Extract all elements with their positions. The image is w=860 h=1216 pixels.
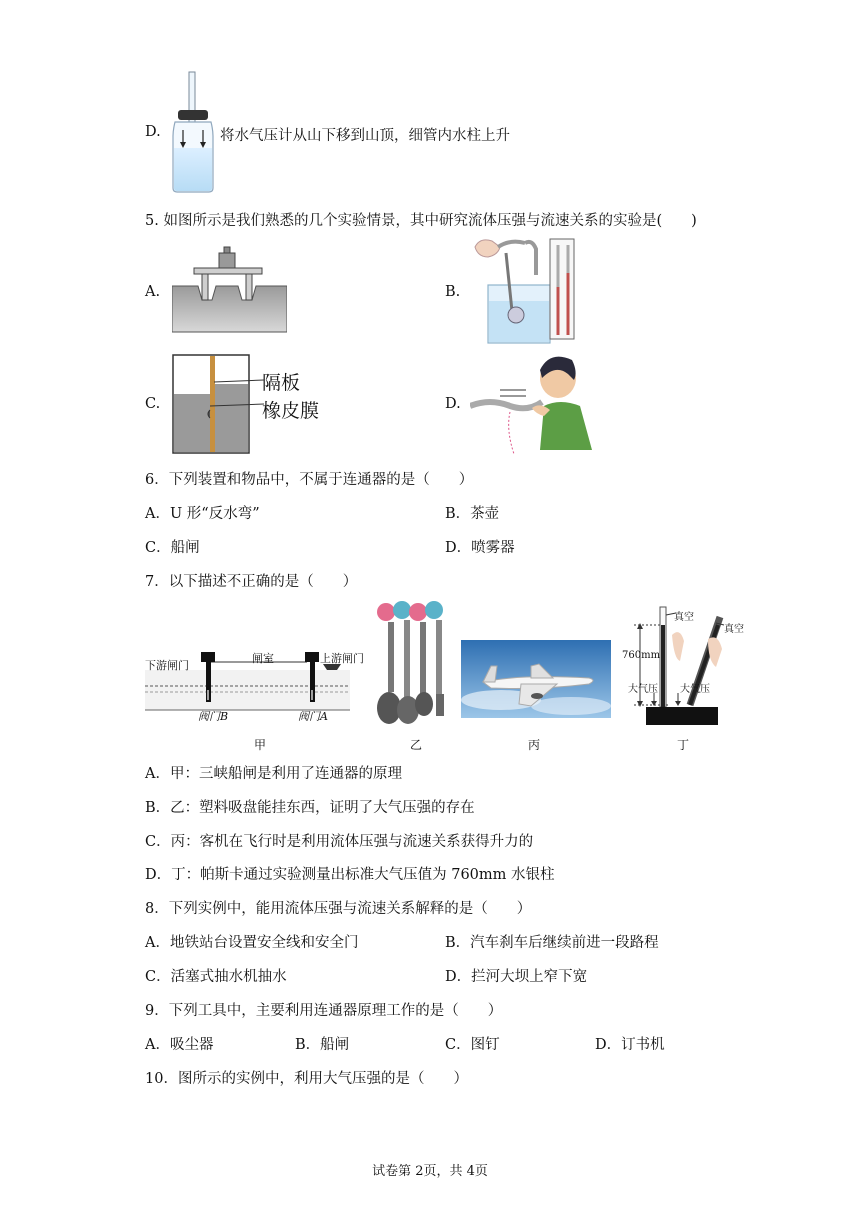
q6-option-a: A．U 形“反水弯” [145, 506, 260, 522]
q6-option-b: B．茶壶 [445, 506, 500, 522]
q7-fig-caption-ding: 丁 [677, 738, 690, 752]
q7-fig-ding-label-760mm: 760mm [622, 650, 661, 661]
q6-option-c: C．船闸 [145, 540, 200, 556]
q7-fig-jia-label-lock-chamber: 闸室 [252, 652, 274, 665]
q4-option-d-text: 将水气压计从山下移到山顶，细管内水柱上升 [220, 128, 510, 144]
q8-option-a: A．地铁站台设置安全线和安全门 [145, 935, 359, 951]
q7-fig-yi-suction-hooks [372, 600, 452, 728]
q8-option-c: C．活塞式抽水机抽水 [145, 969, 287, 985]
q7-option-b: B．乙：塑料吸盘能挂东西，证明了大气压强的存在 [145, 800, 475, 816]
q5-fig-b-pressure-gauge [470, 235, 580, 345]
q7-stem: 7．以下描述不正确的是（ ） [145, 574, 358, 590]
q9-option-b: B．船闸 [295, 1037, 350, 1053]
q7-fig-caption-bing: 丙 [528, 738, 541, 752]
q9-stem: 9．下列工具中，主要利用连通器原理工作的是（ ） [145, 1003, 503, 1019]
q7-fig-ding-label-vacuum-1: 真空 [674, 612, 694, 623]
q5-fig-d-boy-blowing-paper [470, 350, 595, 458]
q7-fig-jia-label-valve-b: 阀门B [198, 710, 229, 723]
q5-option-c-label: C. [145, 396, 161, 412]
q6-option-d: D．喷雾器 [445, 540, 515, 556]
q4-option-d-label: D. [145, 124, 161, 140]
barometer-bottle-figure [165, 70, 221, 194]
page-footer: 试卷第 2页，共 4页 [372, 1164, 488, 1179]
q8-option-d: D．拦河大坝上窄下宽 [445, 969, 588, 985]
q7-fig-ding-label-atm-2: 大气压 [680, 684, 710, 695]
q7-fig-ding-label-atm-1: 大气压 [628, 684, 658, 695]
q7-fig-bing-airplane-photo [461, 640, 611, 718]
q5-option-d-label: D. [445, 396, 461, 412]
q7-fig-jia-label-downstream-gate: 下游闸门 [145, 659, 189, 672]
q5-fig-c-label-partition: 隔板 [262, 372, 301, 394]
q10-stem: 10．图所示的实例中，利用大气压强的是（ ） [145, 1071, 468, 1087]
q9-option-a: A．吸尘器 [145, 1037, 214, 1053]
q7-option-c: C．丙：客机在飞行时是利用流体压强与流速关系获得升力的 [145, 834, 534, 850]
q7-fig-jia-label-valve-a: 阀门A [298, 710, 328, 723]
q8-option-b: B．汽车刹车后继续前进一段路程 [445, 935, 659, 951]
q5-fig-c-leader-lines [210, 372, 266, 418]
q8-stem: 8．下列实例中，能用流体压强与流速关系解释的是（ ） [145, 901, 532, 917]
q7-fig-ding-label-vacuum-2: 真空 [724, 624, 744, 635]
q7-fig-caption-jia: 甲 [254, 738, 267, 752]
q5-fig-c-label-membrane: 橡皮膜 [262, 400, 320, 422]
q5-option-a-label: A. [145, 284, 161, 300]
q9-option-d: D．订书机 [595, 1037, 665, 1053]
q5-stem: 5. 如图所示是我们熟悉的几个实验情景，其中研究流体压强与流速关系的实验是( ) [145, 213, 697, 229]
q5-option-b-label: B. [445, 284, 461, 300]
q6-stem: 6．下列装置和物品中，不属于连通器的是（ ） [145, 472, 474, 488]
q5-fig-a-table-on-sponge [172, 244, 287, 334]
q9-option-c: C．图钉 [445, 1037, 500, 1053]
q7-option-d: D．丁：帕斯卡通过实验测量出标准大气压值为 760mm 水银柱 [145, 867, 555, 883]
q7-fig-jia-label-upstream-gate: 上游闸门 [320, 652, 364, 665]
q7-option-a: A．甲：三峡船闸是利用了连通器的原理 [145, 766, 402, 782]
q7-fig-caption-yi: 乙 [410, 738, 423, 752]
